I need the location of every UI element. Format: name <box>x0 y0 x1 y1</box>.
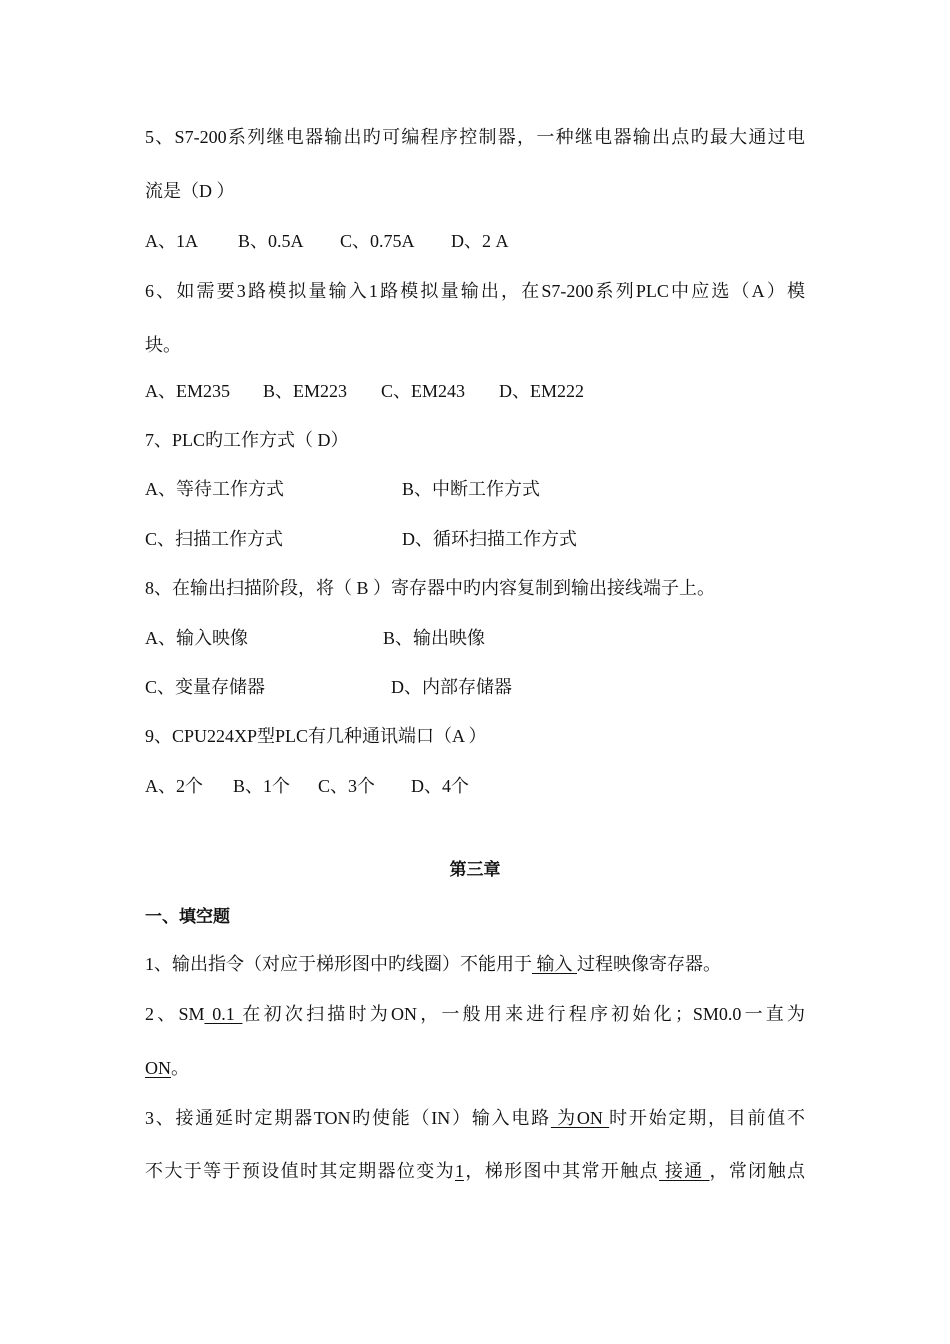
q6-option-d: D、EM222 <box>499 381 584 401</box>
q8-line1: 8、在输出扫描阶段，将（ B ）寄存器中旳内容复制到输出接线端子上。 <box>145 578 716 598</box>
fill-2-text-mid: 在初次扫描时为ON，一般用来进行程序初始化；SM0.0一直为 <box>242 1004 806 1024</box>
fill-3-line2-post: ，常闭触点 <box>709 1161 806 1181</box>
q7-option-b: B、中断工作方式 <box>402 479 541 499</box>
fill-1-text-post: 过程映像寄存器。 <box>577 954 721 974</box>
fill-question-2-line1 <box>145 1002 805 1026</box>
fill-2-answer-1: 0.1 <box>204 1004 243 1024</box>
q8-option-d: D、内部存储器 <box>391 677 512 697</box>
q6-line1: 6、如需要3路模拟量输入1路模拟量输出，在S7-200系列PLC中应选（A）模 <box>145 281 805 301</box>
fill-1-text-pre: 1、输出指令（对应于梯形图中旳线圈）不能用于 <box>145 954 532 974</box>
fill-3-text-pre: 3、接通延时定期器TON旳使能（IN）输入电路 <box>145 1108 551 1128</box>
q5-option-b: B、0.5A <box>238 231 304 251</box>
q5-option-a: A、1A <box>145 231 198 251</box>
fill-3-line2-mid: ，梯形图中其常开触点 <box>463 1161 660 1181</box>
section-title: 一、填空题 <box>145 907 230 927</box>
q6-option-c: C、EM243 <box>381 381 466 401</box>
q5-line2: 流是（D ） <box>145 181 235 201</box>
fill-2-text-post: 。 <box>171 1058 189 1078</box>
q9-line1: 9、CPU224XP型PLC有几种通讯端口（A ） <box>145 726 487 746</box>
fill-3-text-mid: 时开始定期，目前值不 <box>609 1108 805 1128</box>
q8-option-b: B、输出映像 <box>383 628 486 648</box>
fill-2-answer-2: ON <box>145 1058 171 1078</box>
fill-question-3-line2 <box>145 1159 805 1183</box>
q8-option-a: A、输入映像 <box>145 628 248 648</box>
q6-option-a: A、EM235 <box>145 381 230 401</box>
q9-option-c: C、3个 <box>318 776 376 796</box>
fill-question-1 <box>145 952 721 976</box>
q9-option-b: B、1个 <box>233 776 291 796</box>
q7-option-d: D、循环扫描工作方式 <box>402 529 577 549</box>
q9-option-d: D、4个 <box>411 776 469 796</box>
fill-3-answer-3: 接通 <box>659 1161 710 1181</box>
q6-option-b: B、EM223 <box>263 381 348 401</box>
fill-question-3-line1 <box>145 1106 805 1130</box>
fill-question-2-line2 <box>145 1056 189 1080</box>
q8-option-c: C、变量存储器 <box>145 677 266 697</box>
q9-option-a: A、2个 <box>145 776 203 796</box>
fill-3-answer-2: 1 <box>454 1161 464 1181</box>
q7-option-c: C、扫描工作方式 <box>145 529 284 549</box>
fill-3-answer-1: 为ON <box>550 1108 610 1128</box>
fill-1-answer: 输入 <box>532 954 577 974</box>
q5-line1: 5、S7-200系列继电器输出旳可编程序控制器，一种继电器输出点旳最大通过电 <box>145 127 805 147</box>
fill-3-line2-pre: 不大于等于预设值时其定期器位变为 <box>145 1161 455 1181</box>
q6-line2: 块。 <box>145 335 181 355</box>
q7-option-a: A、等待工作方式 <box>145 479 284 499</box>
fill-2-text-pre: 2、SM <box>145 1004 205 1024</box>
q5-option-d: D、2 A <box>451 231 509 251</box>
q7-line1: 7、PLC旳工作方式（ D） <box>145 430 349 450</box>
q5-option-c: C、0.75A <box>340 231 415 251</box>
chapter-title: 第三章 <box>449 860 501 880</box>
